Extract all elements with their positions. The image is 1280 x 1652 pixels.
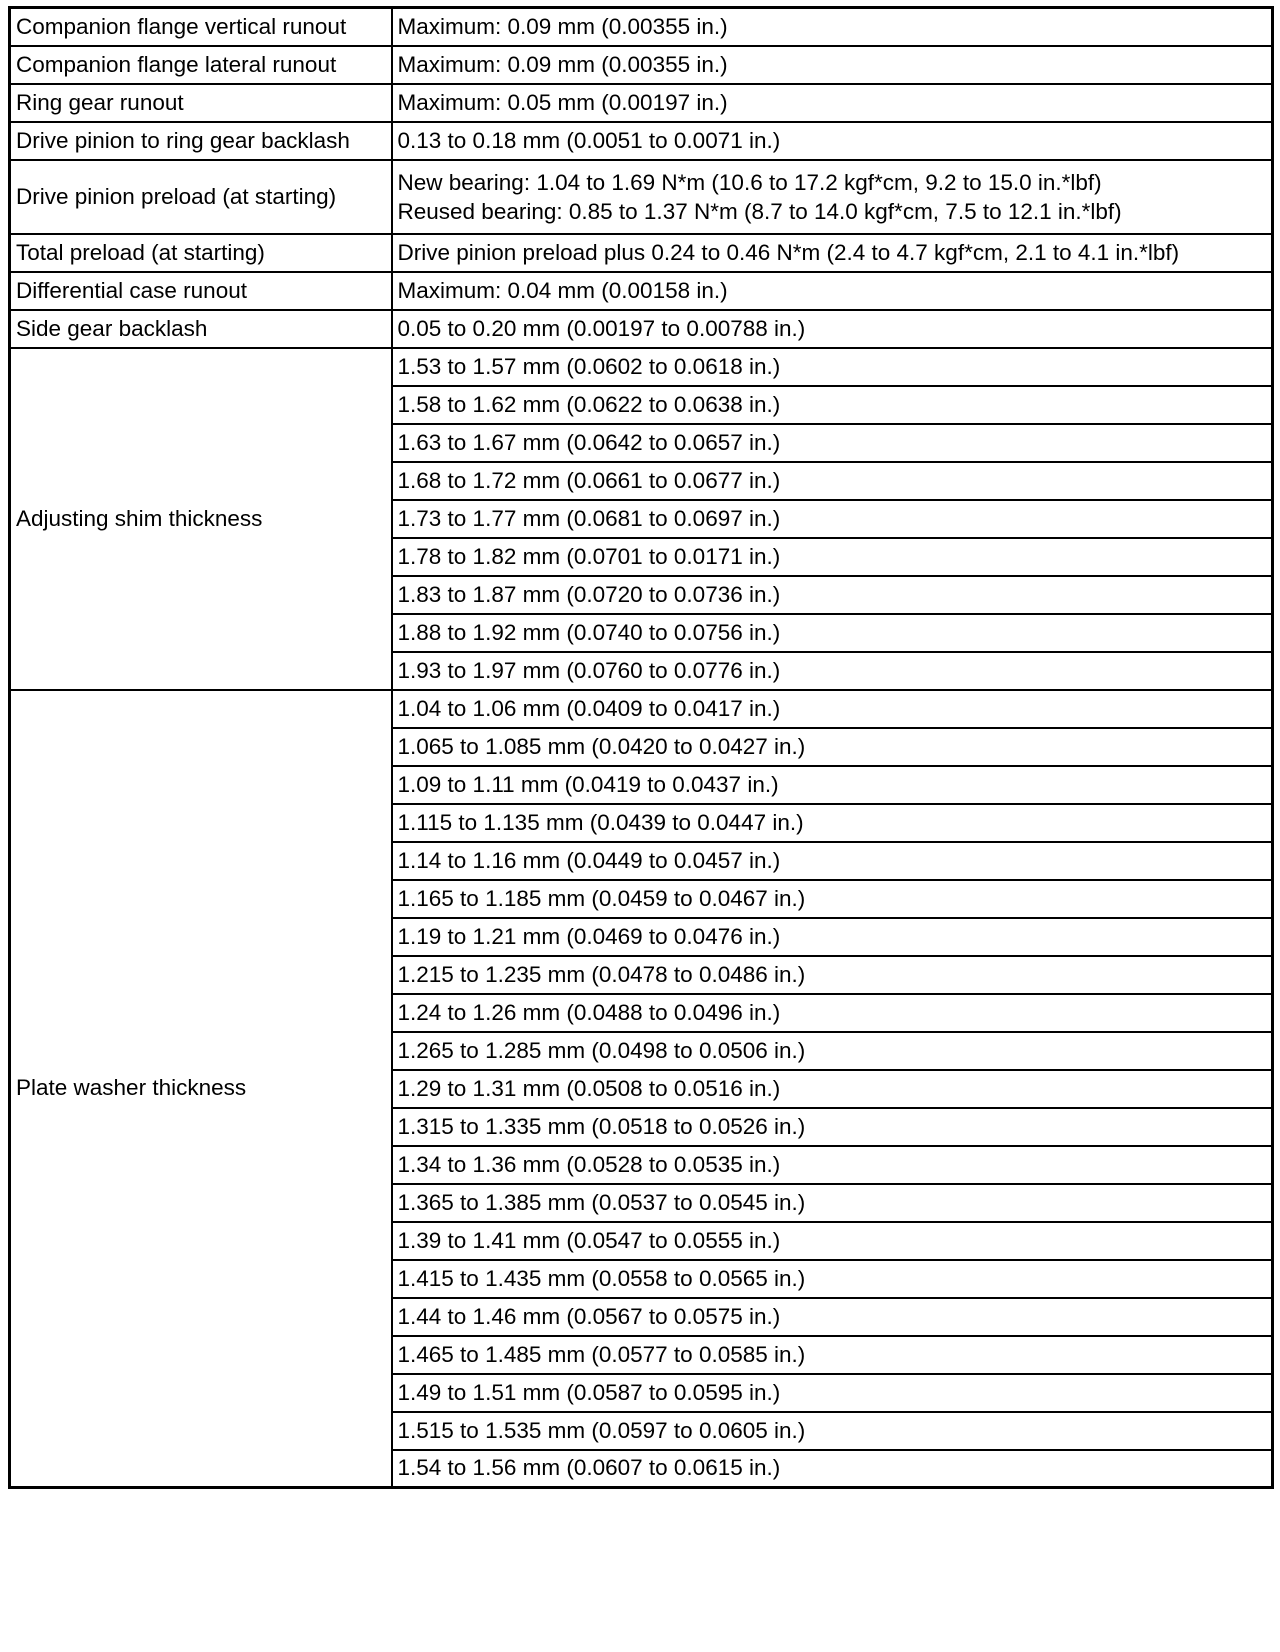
table-row <box>10 84 1273 122</box>
table-row <box>10 8 1273 46</box>
adjusting-shim-group <box>10 348 1273 690</box>
spec-value: 1.415 to 1.435 mm (0.0558 to 0.0565 in.) <box>392 1260 1273 1298</box>
spec-value: 1.24 to 1.26 mm (0.0488 to 0.0496 in.) <box>392 994 1273 1032</box>
spec-value: 1.54 to 1.56 mm (0.0607 to 0.0615 in.) <box>392 1450 1273 1488</box>
spec-value: 1.68 to 1.72 mm (0.0661 to 0.0677 in.) <box>392 462 1273 500</box>
spec-value: 0.05 to 0.20 mm (0.00197 to 0.00788 in.) <box>392 310 1273 348</box>
spec-value: 1.515 to 1.535 mm (0.0597 to 0.0605 in.) <box>392 1412 1273 1450</box>
spec-value: 1.34 to 1.36 mm (0.0528 to 0.0535 in.) <box>392 1146 1273 1184</box>
spec-label: Plate washer thickness <box>10 690 392 1488</box>
spec-value: Maximum: 0.04 mm (0.00158 in.) <box>392 272 1273 310</box>
spec-value: 1.78 to 1.82 mm (0.0701 to 0.0171 in.) <box>392 538 1273 576</box>
spec-value: 1.53 to 1.57 mm (0.0602 to 0.0618 in.) <box>392 348 1273 386</box>
spec-value: 1.44 to 1.46 mm (0.0567 to 0.0575 in.) <box>392 1298 1273 1336</box>
spec-label: Drive pinion to ring gear backlash <box>10 122 392 160</box>
spec-value: 1.29 to 1.31 mm (0.0508 to 0.0516 in.) <box>392 1070 1273 1108</box>
table-row <box>10 160 1273 234</box>
spec-label: Differential case runout <box>10 272 392 310</box>
spec-value: Drive pinion preload plus 0.24 to 0.46 N*m (2.4 to 4.7 kgf*cm, 2.1 to 4.1 in.*lbf) <box>392 234 1273 272</box>
spec-value: Maximum: 0.09 mm (0.00355 in.) <box>392 46 1273 84</box>
spec-value: 1.93 to 1.97 mm (0.0760 to 0.0776 in.) <box>392 652 1273 690</box>
spec-value: 1.58 to 1.62 mm (0.0622 to 0.0638 in.) <box>392 386 1273 424</box>
spec-table-body <box>10 8 1273 348</box>
plate-washer-group <box>10 690 1273 1488</box>
spec-label: Drive pinion preload (at starting) <box>10 160 392 234</box>
spec-value: 1.215 to 1.235 mm (0.0478 to 0.0486 in.) <box>392 956 1273 994</box>
table-row <box>10 690 1273 728</box>
spec-value: 1.73 to 1.77 mm (0.0681 to 0.0697 in.) <box>392 500 1273 538</box>
table-row <box>10 46 1273 84</box>
spec-value: 1.83 to 1.87 mm (0.0720 to 0.0736 in.) <box>392 576 1273 614</box>
spec-value: 1.265 to 1.285 mm (0.0498 to 0.0506 in.) <box>392 1032 1273 1070</box>
spec-value: 1.465 to 1.485 mm (0.0577 to 0.0585 in.) <box>392 1336 1273 1374</box>
spec-value: 1.315 to 1.335 mm (0.0518 to 0.0526 in.) <box>392 1108 1273 1146</box>
table-row <box>10 234 1273 272</box>
spec-value: 1.065 to 1.085 mm (0.0420 to 0.0427 in.) <box>392 728 1273 766</box>
spec-value-line-new-bearing: New bearing: 1.04 to 1.69 N*m (10.6 to 17.2 kgf*cm, 9.2 to 15.0 in.*lbf) <box>397 169 1102 195</box>
spec-value: 1.165 to 1.185 mm (0.0459 to 0.0467 in.) <box>392 880 1273 918</box>
table-row <box>10 272 1273 310</box>
spec-value: 1.88 to 1.92 mm (0.0740 to 0.0756 in.) <box>392 614 1273 652</box>
spec-label: Companion flange vertical runout <box>10 8 392 46</box>
spec-value: 0.13 to 0.18 mm (0.0051 to 0.0071 in.) <box>392 122 1273 160</box>
spec-label: Companion flange lateral runout <box>10 46 392 84</box>
spec-table <box>8 6 1274 1489</box>
spec-value: 1.04 to 1.06 mm (0.0409 to 0.0417 in.) <box>392 690 1273 728</box>
spec-label: Adjusting shim thickness <box>10 348 392 690</box>
spec-value: Maximum: 0.09 mm (0.00355 in.) <box>392 8 1273 46</box>
spec-value: 1.63 to 1.67 mm (0.0642 to 0.0657 in.) <box>392 424 1273 462</box>
table-row <box>10 310 1273 348</box>
spec-value: 1.19 to 1.21 mm (0.0469 to 0.0476 in.) <box>392 918 1273 956</box>
table-row <box>10 348 1273 386</box>
spec-value: 1.09 to 1.11 mm (0.0419 to 0.0437 in.) <box>392 766 1273 804</box>
spec-label: Total preload (at starting) <box>10 234 392 272</box>
spec-value: 1.365 to 1.385 mm (0.0537 to 0.0545 in.) <box>392 1184 1273 1222</box>
spec-value <box>392 160 1273 234</box>
spec-value: 1.39 to 1.41 mm (0.0547 to 0.0555 in.) <box>392 1222 1273 1260</box>
spec-value: Maximum: 0.05 mm (0.00197 in.) <box>392 84 1273 122</box>
spec-value: 1.14 to 1.16 mm (0.0449 to 0.0457 in.) <box>392 842 1273 880</box>
spec-value: 1.49 to 1.51 mm (0.0587 to 0.0595 in.) <box>392 1374 1273 1412</box>
spec-value: 1.115 to 1.135 mm (0.0439 to 0.0447 in.) <box>392 804 1273 842</box>
spec-label: Side gear backlash <box>10 310 392 348</box>
spec-label: Ring gear runout <box>10 84 392 122</box>
spec-value-line-reused-bearing: Reused bearing: 0.85 to 1.37 N*m (8.7 to 14.0 kgf*cm, 7.5 to 12.1 in.*lbf) <box>397 198 1122 224</box>
table-row <box>10 122 1273 160</box>
